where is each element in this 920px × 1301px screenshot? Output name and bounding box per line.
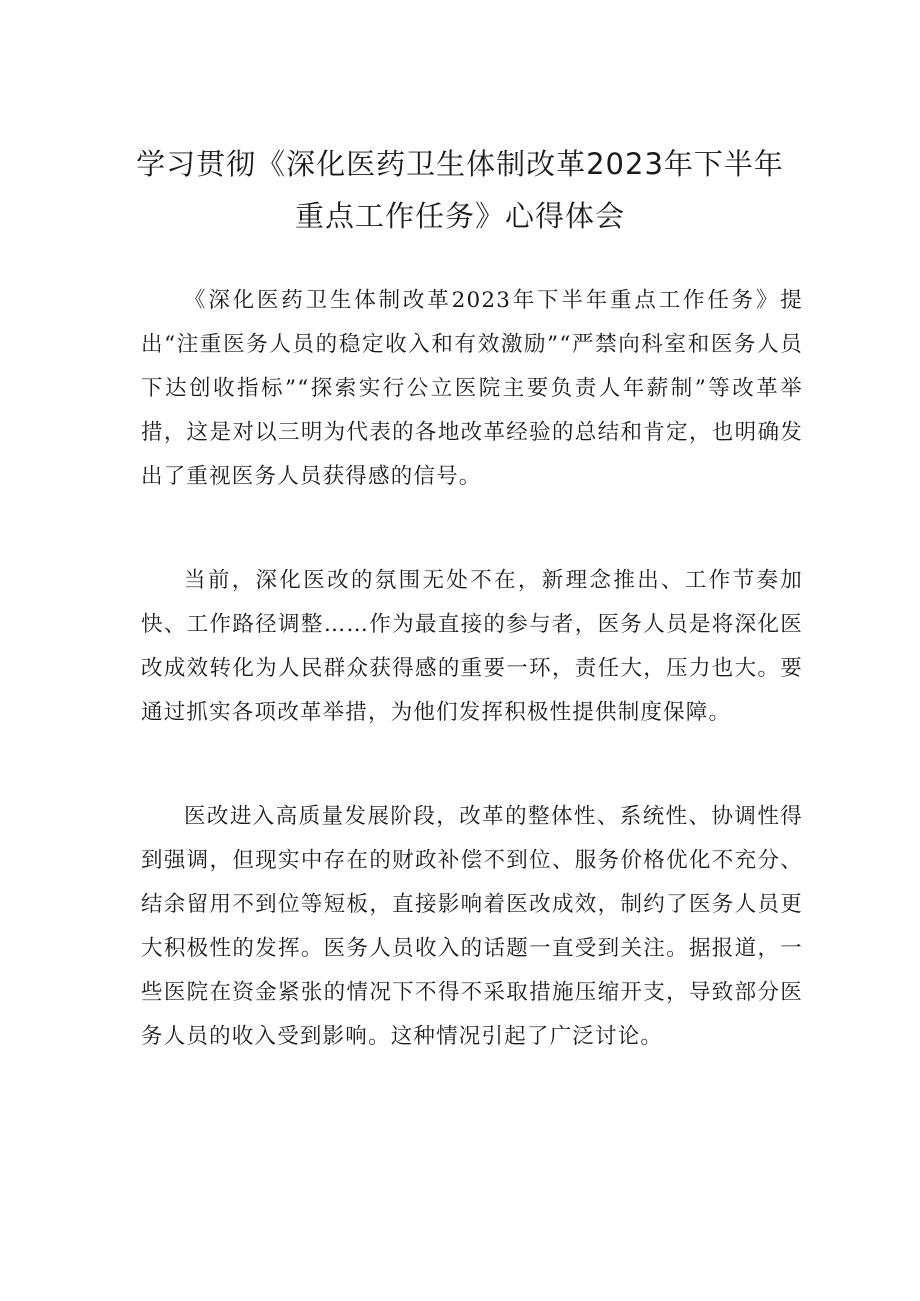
document-title: 学习贯彻《深化医药卫生体制改革2023年下半年重点工作任务》心得体会 <box>136 147 784 233</box>
document-body <box>141 279 803 1119</box>
paragraph-2: 当前，深化医改的氛围无处不在，新理念推出、工作节奏加快、工作路径调整……作为最直接的参与者，医务人员是将深化医改成效转化为人民群众获得感的重要一环，责任大，压力也大。要通过抓实各项改革举措，为他们发挥积极性提供制度保障。 <box>141 568 803 725</box>
paragraph-3: 医改进入高质量发展阶段，改革的整体性、系统性、协调性得到强调，但现实中存在的财政补偿不到位、服务价格优化不充分、结余留用不到位等短板，直接影响着医改成效，制约了医务人员更大积极性的发挥。医务人员收入的话题一直受到关注。据报道，一些医院在资金紧张的情况下不得不采取措施压缩开支，导致部分医务人员的收入受到影响。这种情况引起了广泛讨论。 <box>141 804 803 1049</box>
paragraph-1: 《深化医药卫生体制改革2023年下半年重点工作任务》提出“注重医务人员的稳定收入和有效激励”“严禁向科室和医务人员下达创收指标”“探索实行公立医院主要负责人年薪制”等改革举措，这是对以三明为代表的各地改革经验的总结和肯定，也明确发出了重视医务人员获得感的信号。 <box>141 288 803 489</box>
